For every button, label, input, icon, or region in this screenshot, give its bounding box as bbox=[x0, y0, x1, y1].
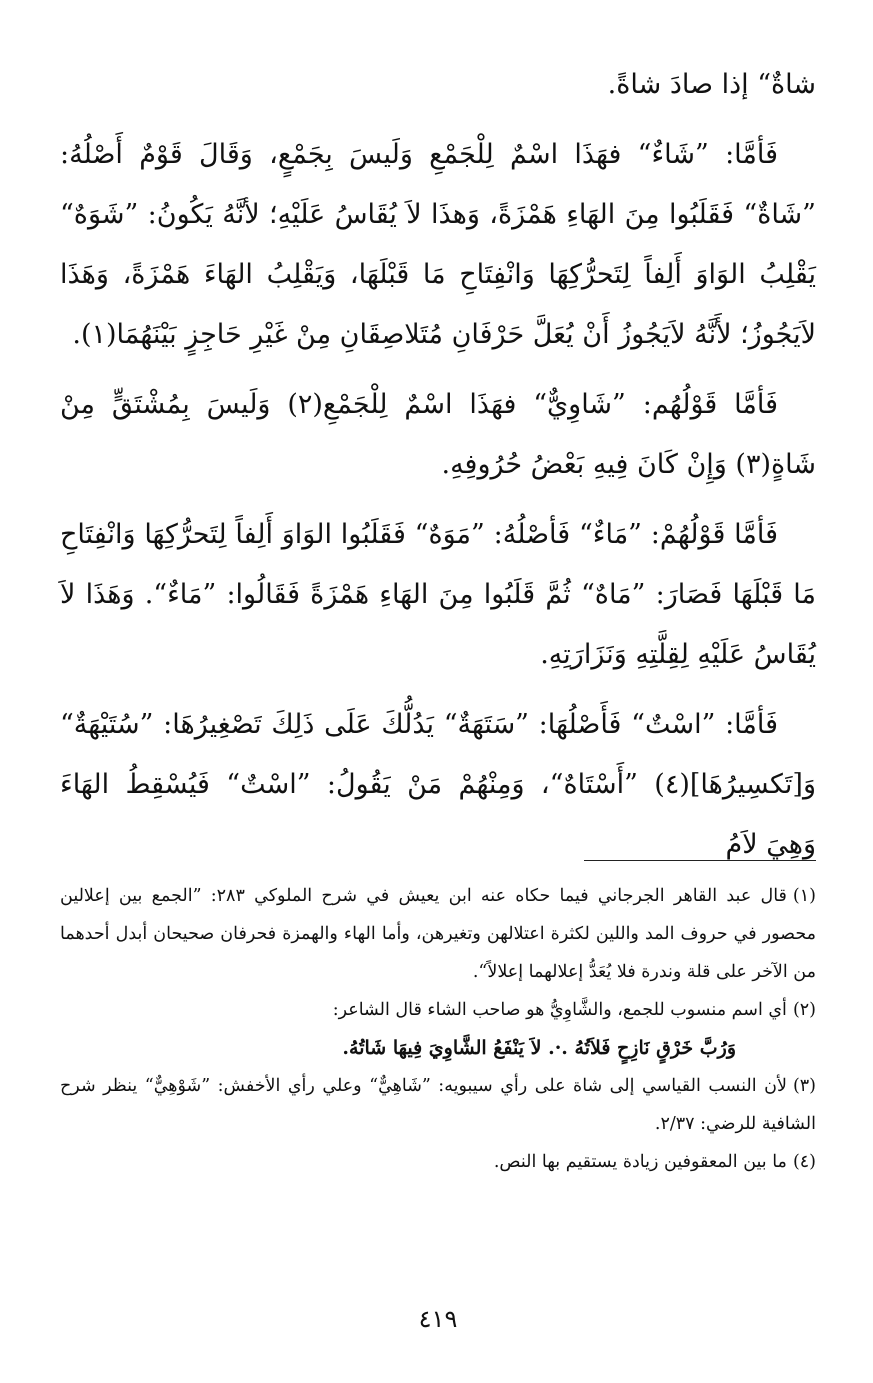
footnote-text: أي اسم منسوب للجمع، والشَّاوِيُّ هو صاحب الشاء قال الشاعر: bbox=[332, 1000, 787, 1020]
footnote-number: (٣) bbox=[792, 1076, 816, 1096]
paragraph-2: فَأمَّا: ”شَاءٌ“ فهَذَا اسْمٌ لِلْجَمْعِ وَلَيسَ بِجَمْعٍ، وَقَالَ قَوْمٌ أَصْلُهُ: ”شَاةٌ“ فَقَلَبُوا مِنَ الهَاءِ هَمْزَةً، وَهذَا لاَ يُقَاسُ عَلَيْهِ؛ لأنَّهُ يَكُونُ: ”شَوَهٌ“ يَقْلِبُ الوَاوَ أَلِفاً لِتَحرُّكِهَا وَانْفِتَاحِ مَا قَبْلَهَا، وَيَقْلِبُ الهَاءَ هَمْزَةً، وَهَذَا لاَيَجُوزُ؛ لأَنَّهُ لاَيَجُوزُ أَنْ يُعَلَّ حَرْفَانِ مُتَلاصِقَانِ مِنْ غَيْرِ حَاجِزٍ بَيْنَهُمَا(١). bbox=[60, 139, 816, 350]
footnote-number: (١) bbox=[792, 886, 816, 906]
footnote-separator bbox=[584, 860, 816, 861]
footnote-1 bbox=[60, 877, 816, 991]
page-number: ٤١٩ bbox=[418, 1305, 458, 1333]
footnote-text: لأن النسب القياسي إلى شاة على رأي سيبويه: ”شَاهِيٌّ“ وعلي رأي الأخفش: ”شَوْهِيٌّ“ ينظر شرح الشافية للرضي: ٢/٣٧. bbox=[60, 1076, 816, 1134]
footnote-number: (٤) bbox=[792, 1152, 816, 1172]
paragraph-4: فَأمَّا قَوْلُهُمْ: ”مَاءٌ“ فَأصْلُهُ: ”مَوَهٌ“ فَقَلَبُوا الوَاوَ أَلِفاً لِتَحرُّكِهَا وَانْفِتَاحِ مَا قَبْلَهَا فَصَارَ: ”مَاهٌ“ ثُمَّ قَلَبُوا مِنَ الهَاءِ هَمْزَةً فَقَالُوا: ”مَاءٌ“. وَهَذَا لاَ يُقَاسُ عَلَيْهِ لِقِلَّتِهِ وَنَزَارَتِهِ. bbox=[60, 519, 816, 670]
paragraph-5: فَأمَّا: ”اسْتٌ“ فَأَصْلُهَا: ”سَتَهَةٌ“ يَدُلُّكَ عَلَى ذَلِكَ تَصْغِيرُهَا: ”سُتَيْهَةٌ“ وَ[تَكسِيرُهَا](٤) ”أَسْتَاهٌ“، وَمِنْهُمْ مَنْ يَقُولُ: ”اسْتٌ“ فَيُسْقِطُ الهَاءَ وَهِيَ لاَمُ bbox=[60, 709, 816, 860]
book-page bbox=[60, 55, 816, 1355]
footnote-number: (٢) bbox=[792, 1000, 816, 1020]
footnote-text: ما بين المعقوفين زيادة يستقيم بها النص. bbox=[493, 1152, 787, 1172]
paragraph-3: فَأمَّا قَوْلُهُم: ”شَاوِيٌّ“ فهَذَا اسْمٌ لِلْجَمْعِ(٢) وَلَيسَ بِمُشْتَقٍّ مِنْ شَاةٍ(٣) وَإِنْ كَانَ فِيهِ بَعْضُ حُرُوفِهِ. bbox=[60, 389, 816, 480]
footnote-text: قال عبد القاهر الجرجاني فيما حكاه عنه ابن يعيش في شرح الملوكي ٢٨٣: ”الجمع بين إعلالين محصور في حروف المد واللين لكثرة اعتلالهن وتغيرهن، وأما الهاء والهمزة فحرفان صحيحان أبدل أحدهما من الآخر على قلة وندرة فلا يُعَدُّ إعلالهما إعلالاً“. bbox=[60, 886, 816, 982]
footnote-3 bbox=[60, 1067, 816, 1143]
paragraph-1: شاةٌ“ إذا صادَ شاةً. bbox=[607, 69, 816, 100]
footnote-4 bbox=[60, 1143, 816, 1181]
footnotes bbox=[60, 877, 816, 1181]
footnote-2 bbox=[60, 991, 816, 1029]
main-text bbox=[60, 55, 816, 875]
poetry-verse: وَرُبَّ خَرْقٍ نَازِحٍ فَلاَتُهُ .·. لاَ يَنْفَعُ الشَّاوِيَ فِيهَا شَاتُهُ. bbox=[342, 1037, 736, 1059]
